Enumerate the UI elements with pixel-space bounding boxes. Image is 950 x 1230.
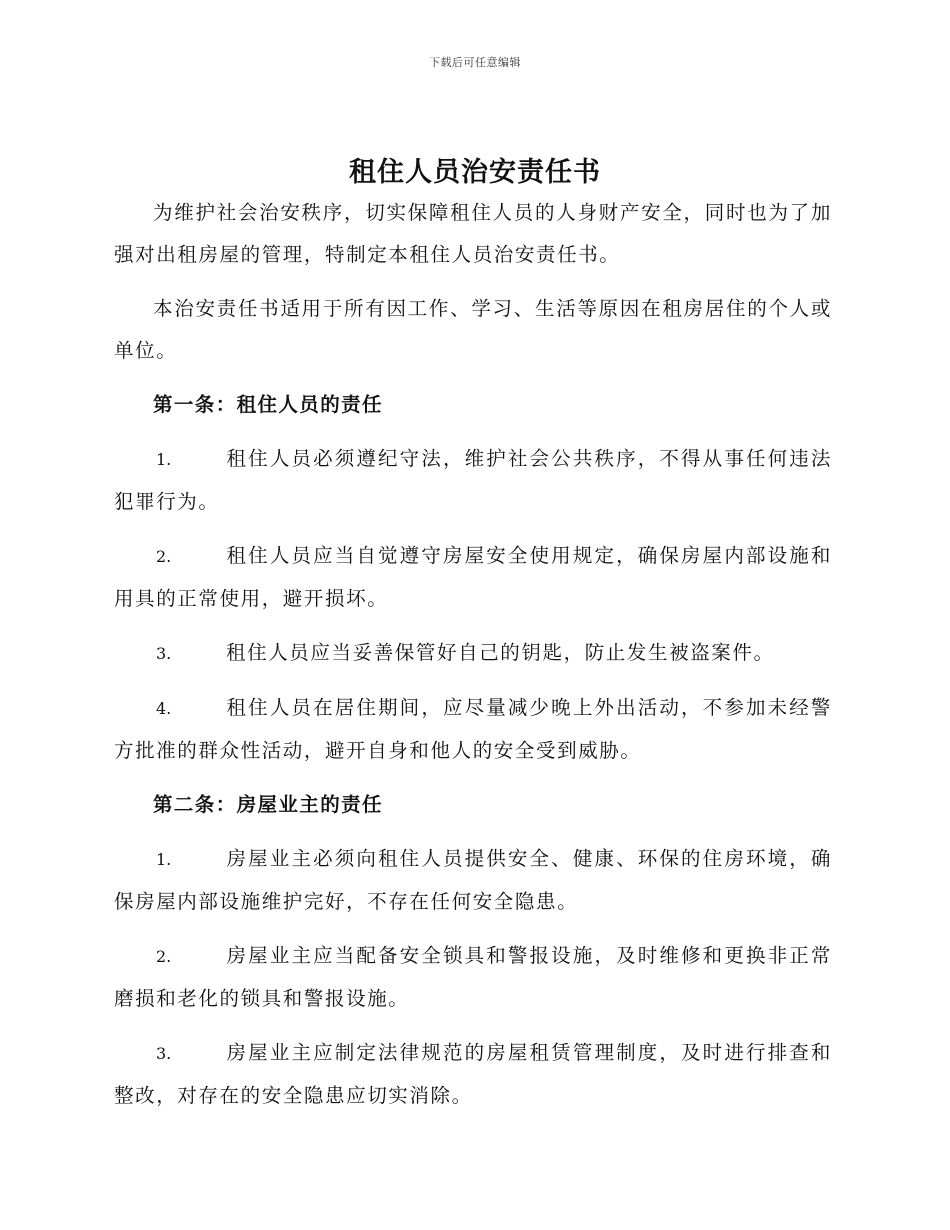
list-item-number: 1. [156,850,172,869]
section-heading-1: 第一条：租住人员的责任 [153,393,383,416]
list-item-text: 租住人员应当自觉遵守房屋安全使用规定，确保房屋内部设施和用具的正常使用，避开损坏。 [114,544,832,610]
header-note: 下载后可任意编辑 [429,56,521,69]
intro-paragraph-2: 本治安责任书适用于所有因工作、学习、生活等原因在租房居住的个人或单位。 [114,297,832,362]
list-item-text: 租住人员在居住期间，应尽量减少晚上外出活动，不参加未经警方批准的群众性活动，避开自身和他人的安全受到威胁。 [114,696,832,762]
document-title: 租住人员治安责任书 [349,157,601,188]
intro-paragraph-1: 为维护社会治安秩序，切实保障租住人员的人身财产安全，同时也为了加强对出租房屋的管理，特制定本租住人员治安责任书。 [114,201,832,266]
document-body [114,192,832,1129]
list-item-number: 3. [156,644,172,663]
list-item-text: 租住人员应当妥善保管好自己的钥匙，防止发生被盗案件。 [226,641,775,664]
list-item [114,687,832,772]
list-item-text: 租住人员必须遵纪守法，维护社会公共秩序，不得从事任何违法犯罪行为。 [114,447,832,513]
list-item [114,535,832,620]
list-item-number: 2. [156,547,172,566]
list-item-text: 房屋业主必须向租住人员提供安全、健康、环保的住房环境，确保房屋内部设施维护完好，不存在任何安全隐患。 [114,847,832,913]
list-item-number: 1. [156,450,172,469]
section-heading-2: 第二条：房屋业主的责任 [153,793,383,816]
list-item-text: 房屋业主应制定法律规范的房屋租赁管理制度，及时进行排查和整改，对存在的安全隐患应切实消除。 [114,1041,832,1107]
list-item [114,935,832,1020]
list-item [114,438,832,523]
list-item [114,838,832,923]
list-item [114,632,832,675]
list-item-text: 房屋业主应当配备安全锁具和警报设施，及时维修和更换非正常磨损和老化的锁具和警报设施。 [114,944,832,1010]
list-item [114,1032,832,1117]
list-item-number: 4. [156,699,172,718]
list-item-number: 3. [156,1044,172,1063]
list-item-number: 2. [156,947,172,966]
